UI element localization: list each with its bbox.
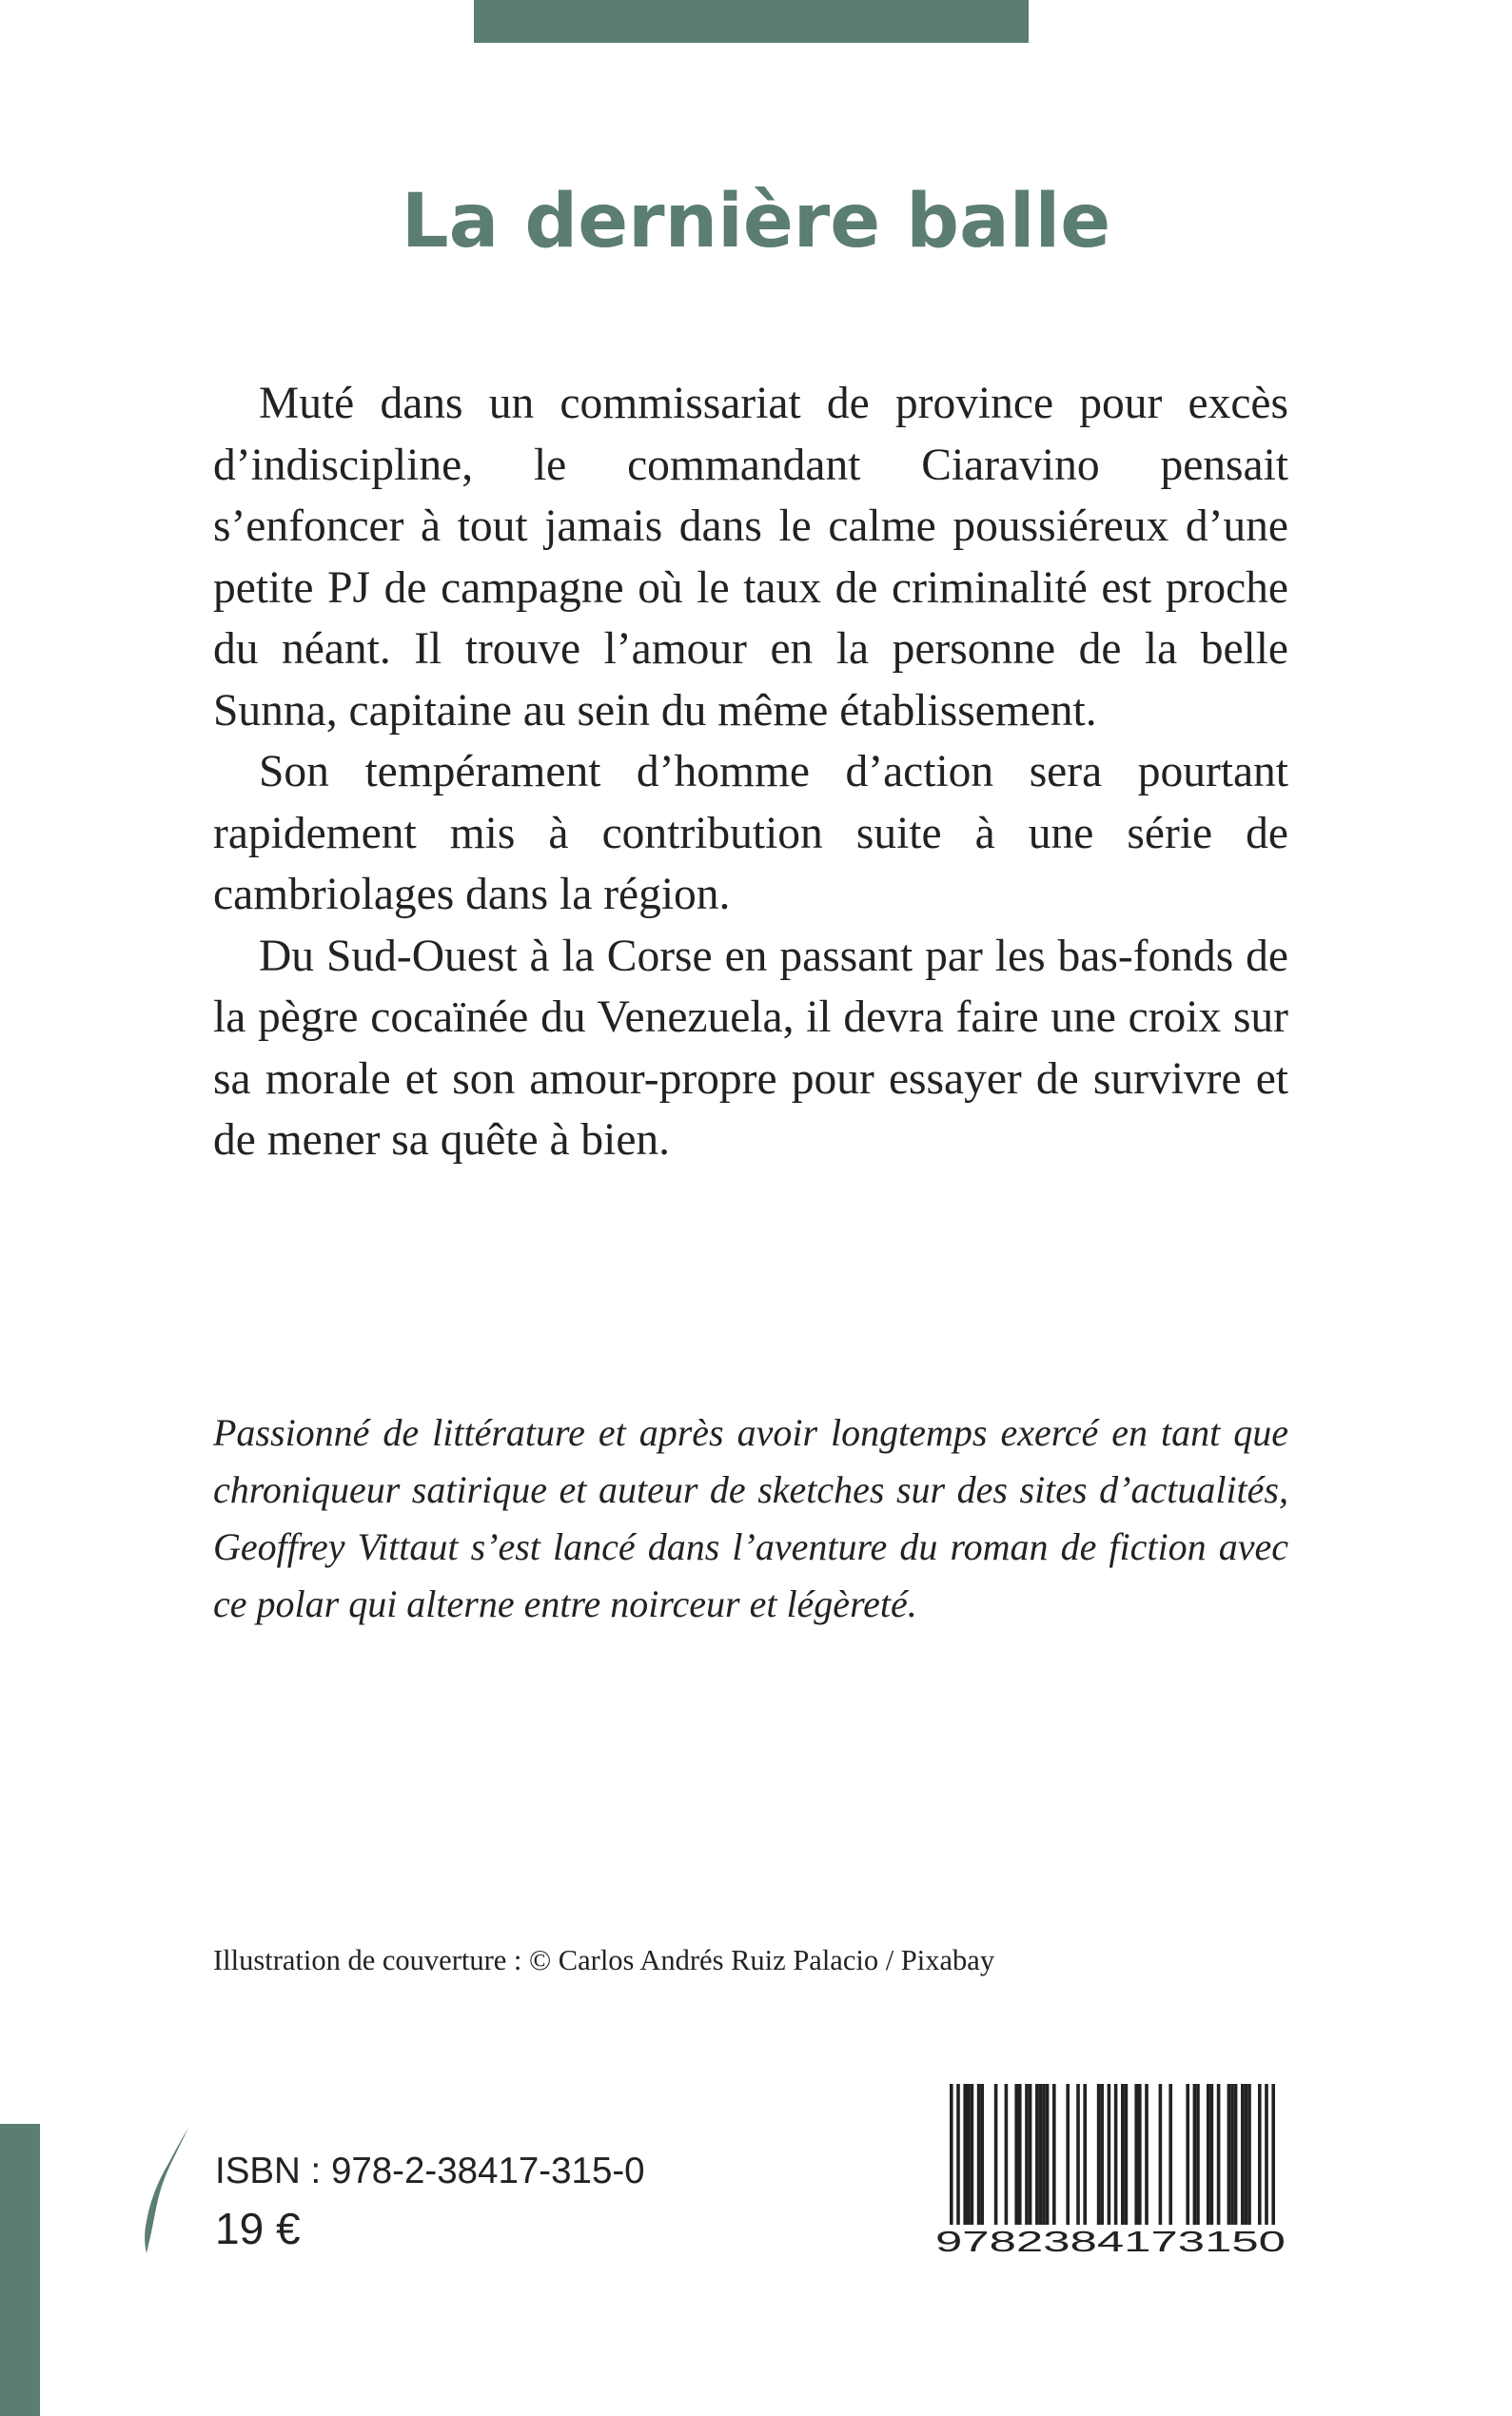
barcode-bar: [1134, 2084, 1138, 2225]
barcode: [933, 2084, 1288, 2255]
barcode-bar: [1066, 2084, 1070, 2225]
barcode-bar: [1046, 2084, 1050, 2225]
barcode-bar: [980, 2084, 984, 2225]
book-title: La dernière balle: [401, 179, 1111, 265]
barcode-bar: [1186, 2084, 1189, 2225]
summary-paragraph: Du Sud-Ouest à la Corse en passant par les bas-fonds de la pègre cocaïnée du Venezuela, il devra faire une croix sur sa morale et son amour-propre pour essayer de survivre et de mener sa quête à bien.: [213, 931, 1288, 1165]
barcode-bar: [1108, 2084, 1111, 2225]
barcode-bar: [1100, 2084, 1104, 2225]
barcode-bar: [950, 2084, 953, 2225]
barcode-bar: [1247, 2084, 1251, 2225]
barcode-bar: [1168, 2084, 1172, 2225]
barcode-bar: [1241, 2084, 1245, 2225]
barcode-bar: [956, 2084, 960, 2225]
barcode-bar: [1083, 2084, 1087, 2225]
isbn-text: ISBN : 978-2-38417-315-0: [215, 2151, 645, 2191]
barcode-bar: [1217, 2084, 1221, 2225]
barcode-bar: [1014, 2084, 1018, 2225]
barcode-bar: [1042, 2084, 1046, 2225]
barcode-bar: [1005, 2084, 1009, 2225]
barcode-bar: [994, 2084, 998, 2225]
barcode-bar: [977, 2084, 981, 2225]
barcode-number: 9782384173150: [935, 2225, 1286, 2255]
barcode-bar: [1258, 2084, 1262, 2225]
spine-accent-bar: [0, 2124, 40, 2416]
book-summary: [213, 373, 1288, 1171]
price-text: 19 €: [215, 2204, 301, 2253]
barcode-bar: [1245, 2084, 1248, 2225]
author-bio: Passionné de littérature et après avoir longtemps exercé en tant que chroniqueur satirique et auteur de sketches sur des sites d’actualités, Geoffrey Vittaut s’est lancé dans l’aventure du roman de fiction avec ce polar qui alterne entre noirceur et légèreté.: [213, 1411, 1288, 1625]
barcode-bar: [1121, 2084, 1125, 2225]
top-accent-bar: [474, 0, 1029, 43]
barcode-bar: [1196, 2084, 1200, 2225]
barcode-bar: [963, 2084, 967, 2225]
barcode-bar: [1138, 2084, 1142, 2225]
illustration-credit: Illustration de couverture : © Carlos Andrés Ruiz Palacio / Pixabay: [213, 1944, 995, 1976]
barcode-bar: [1193, 2084, 1197, 2225]
barcode-bar: [1052, 2084, 1056, 2225]
barcode-bar: [1039, 2084, 1043, 2225]
barcode-bar: [1145, 2084, 1149, 2225]
barcode-bars: [950, 2084, 1275, 2225]
barcode-bar: [1025, 2084, 1029, 2225]
barcode-bar: [1097, 2084, 1101, 2225]
barcode-bar: [1227, 2084, 1231, 2225]
barcode-bar: [1029, 2084, 1032, 2225]
summary-paragraph: Muté dans un commissariat de province pour excès d’indiscipline, le commandant Ciaravino pensait s’enfoncer à tout jamais dans le calme poussiéreux d’une petite PJ de campagne où le taux de criminalité est proche du néant. Il trouve l’amour en la personne de la belle Sunna, capitaine au sein du même établissement.: [213, 379, 1288, 736]
barcode-bar: [1114, 2084, 1118, 2225]
summary-paragraph: Son tempérament d’homme d’action sera pourtant rapidement mis à contribution suite à une série de cambriolages dans la région.: [213, 747, 1288, 919]
barcode-bar: [1159, 2084, 1163, 2225]
barcode-bar: [1234, 2084, 1238, 2225]
barcode-bar: [1207, 2084, 1210, 2225]
barcode-bar: [1230, 2084, 1234, 2225]
barcode-bar: [1018, 2084, 1022, 2225]
feather-icon: [139, 2124, 196, 2257]
barcode-bar: [1035, 2084, 1039, 2225]
barcode-bar: [1210, 2084, 1214, 2225]
barcode-bar: [1271, 2084, 1275, 2225]
barcode-bar: [1125, 2084, 1129, 2225]
barcode-bar: [1265, 2084, 1268, 2225]
barcode-bar: [971, 2084, 974, 2225]
barcode-bar: [1076, 2084, 1080, 2225]
barcode-bar: [967, 2084, 971, 2225]
